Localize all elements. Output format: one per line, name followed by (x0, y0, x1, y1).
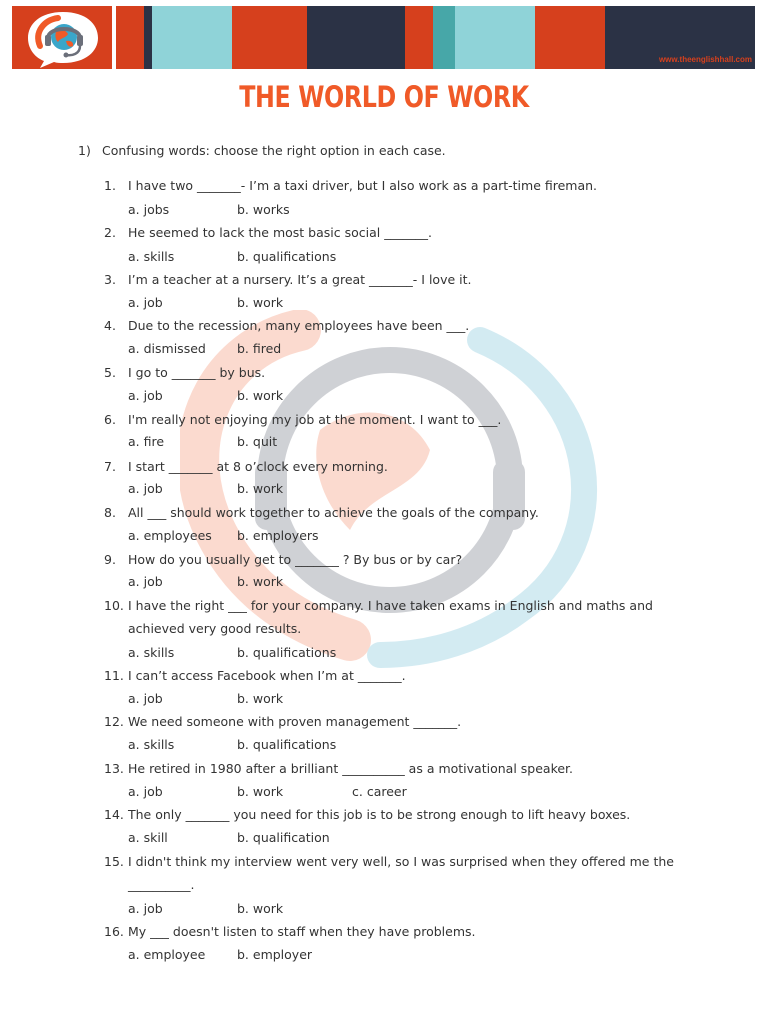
option-b[interactable]: b. qualifications (237, 645, 337, 660)
option-a[interactable]: a. jobs (128, 202, 170, 217)
question-item (104, 268, 684, 291)
question-text: I didn't think my interview went very well, so I was surprised when they offered me the __________. (128, 854, 674, 892)
page-title: THE WORLD OF WORK (239, 80, 529, 114)
question-text: I'm really not enjoying my job at the moment. I want to ___. (128, 412, 502, 427)
question-number: 9. (104, 552, 116, 567)
question-text: He retired in 1980 after a brilliant __________ as a motivational speaker. (128, 761, 574, 776)
question-number: 2. (104, 225, 116, 240)
question-item (104, 361, 684, 384)
section-number: 1) (78, 143, 91, 158)
option-b[interactable]: b. quit (237, 434, 278, 449)
option-b[interactable]: b. work (237, 481, 284, 496)
option-a[interactable]: a. dismissed (128, 341, 206, 356)
question-number: 8. (104, 505, 116, 520)
question-text: How do you usually get to _______ ? By bus or by car? (128, 552, 463, 567)
instruction-text: Confusing words: choose the right option in each case. (102, 143, 446, 158)
question-text: We need someone with proven management _______. (128, 714, 462, 729)
option-c[interactable]: c. career (352, 784, 407, 799)
option-b[interactable]: b. work (237, 901, 284, 916)
question-text: The only _______ you need for this job is to be strong enough to lift heavy boxes. (128, 807, 631, 822)
question-item (104, 594, 684, 640)
question-text: I have the right ___ for your company. I have taken exams in English and maths and achieved very good results. (128, 598, 653, 636)
option-a[interactable]: a. job (128, 691, 163, 706)
question-number: 7. (104, 459, 116, 474)
question-item (104, 314, 684, 337)
question-text: I’m a teacher at a nursery. It’s a great _______- I love it. (128, 272, 472, 287)
option-a[interactable]: a. job (128, 481, 163, 496)
question-item (104, 850, 684, 896)
question-text: I start _______ at 8 o’clock every morning. (128, 459, 388, 474)
question-number: 10. (104, 598, 124, 613)
question-text: I go to _______ by bus. (128, 365, 266, 380)
question-text: All ___ should work together to achieve the goals of the company. (128, 505, 539, 520)
question-item (104, 455, 684, 478)
question-number: 14. (104, 807, 124, 822)
question-number: 3. (104, 272, 116, 287)
option-a[interactable]: a. skills (128, 645, 175, 660)
question-number: 1. (104, 178, 116, 193)
question-text: I have two _______- I’m a taxi driver, but I also work as a part-time fireman. (128, 178, 598, 193)
option-a[interactable]: a. skills (128, 737, 175, 752)
option-b[interactable]: b. work (237, 784, 284, 799)
option-a[interactable]: a. skill (128, 830, 168, 845)
option-a[interactable]: a. job (128, 574, 163, 589)
option-b[interactable]: b. qualifications (237, 737, 337, 752)
option-a[interactable]: a. job (128, 901, 163, 916)
option-a[interactable]: a. skills (128, 249, 175, 264)
question-number: 16. (104, 924, 124, 939)
option-a[interactable]: a. employees (128, 528, 212, 543)
question-number: 15. (104, 854, 124, 869)
option-a[interactable]: a. job (128, 784, 163, 799)
question-text: Due to the recession, many employees have been ___. (128, 318, 470, 333)
question-item (104, 548, 684, 571)
section-instruction (78, 143, 446, 158)
question-item (104, 920, 684, 943)
option-a[interactable]: a. employee (128, 947, 206, 962)
question-item (104, 757, 684, 780)
option-b[interactable]: b. works (237, 202, 290, 217)
option-b[interactable]: b. employer (237, 947, 313, 962)
option-b[interactable]: b. work (237, 691, 284, 706)
question-text: My ___ doesn't listen to staff when they have problems. (128, 924, 476, 939)
question-text: I can’t access Facebook when I’m at _______. (128, 668, 406, 683)
option-b[interactable]: b. work (237, 388, 284, 403)
option-b[interactable]: b. work (237, 295, 284, 310)
question-item (104, 664, 684, 687)
question-number: 4. (104, 318, 116, 333)
globe-headset-logo-icon (22, 8, 104, 68)
option-b[interactable]: b. fired (237, 341, 282, 356)
question-item (104, 710, 684, 733)
question-number: 13. (104, 761, 124, 776)
question-number: 5. (104, 365, 116, 380)
option-b[interactable]: b. employers (237, 528, 319, 543)
question-text: He seemed to lack the most basic social _______. (128, 225, 432, 240)
header-banner (12, 6, 755, 69)
question-item (104, 174, 684, 197)
option-a[interactable]: a. job (128, 295, 163, 310)
question-item (104, 501, 684, 524)
option-a[interactable]: a. job (128, 388, 163, 403)
option-a[interactable]: a. fire (128, 434, 165, 449)
option-b[interactable]: b. work (237, 574, 284, 589)
question-number: 11. (104, 668, 124, 683)
option-b[interactable]: b. qualifications (237, 249, 337, 264)
question-number: 6. (104, 412, 116, 427)
site-url[interactable]: www.theenglishhall.com (658, 55, 752, 64)
question-item (104, 221, 684, 244)
option-b[interactable]: b. qualification (237, 830, 330, 845)
question-number: 12. (104, 714, 124, 729)
question-item (104, 408, 684, 431)
question-item (104, 803, 684, 826)
